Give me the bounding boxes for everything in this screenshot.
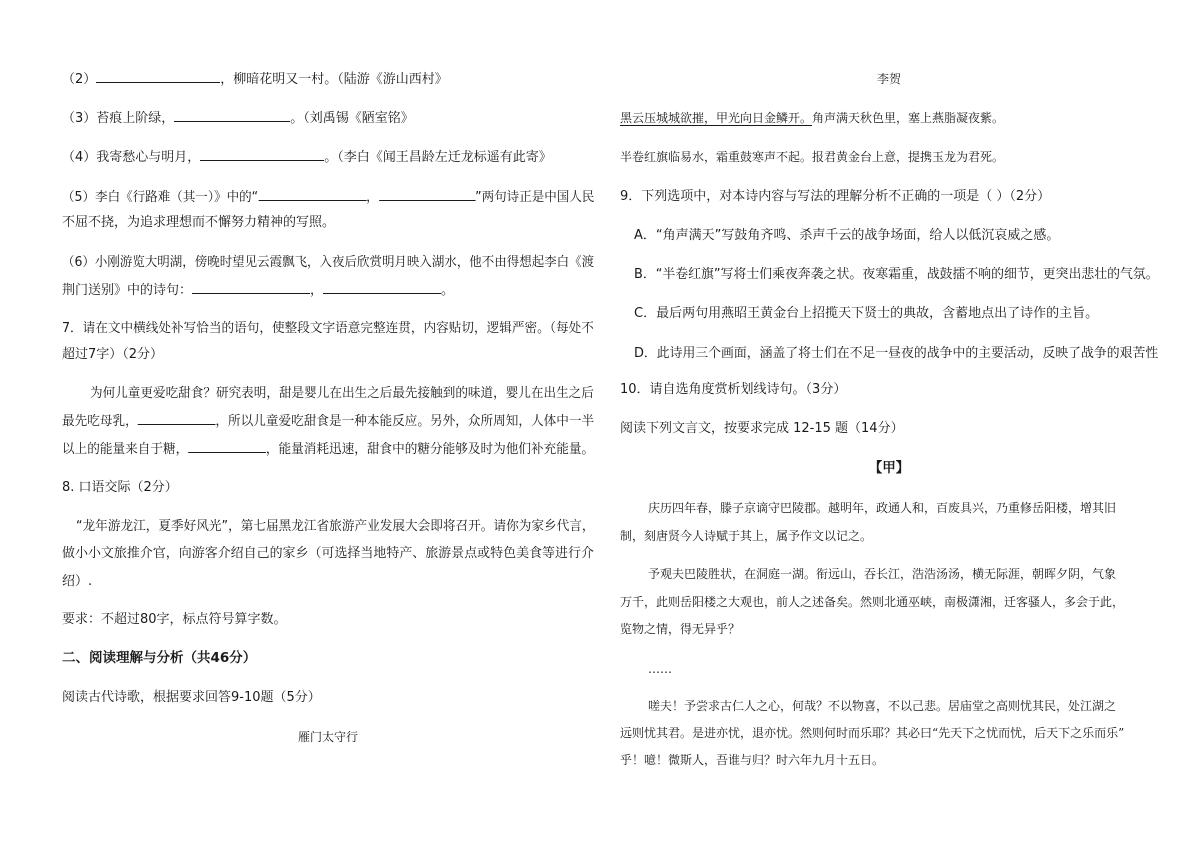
- answer-blank[interactable]: [138, 412, 216, 425]
- poem-author: 李贺: [876, 72, 901, 86]
- passage-line: 以上的能量来自于糖， ，能量消耗迅速，甜食中的糖分能够及时为他们补充能量。: [62, 442, 595, 457]
- ellipsis: ……: [648, 662, 672, 676]
- fill-blank-2: （2） ，柳暗花明又一村。（陆游《游山西村》: [62, 72, 448, 87]
- answer-blank[interactable]: [258, 188, 366, 201]
- option-b: B．“半卷红旗”写将士们乘夜奔袭之状。夜寒霜重，战鼓擂不响的细节，更突出悲壮的气氛。: [634, 267, 1159, 282]
- question-10: 10．请自选角度赏析划线诗句。（3分）: [620, 382, 847, 397]
- requirement: 要求：不超过80字，标点符号算字数。: [62, 612, 287, 627]
- passage-line: 为何儿童更爱吃甜食？研究表明，甜是婴儿在出生之后最先接触到的味道，婴儿在出生之后: [90, 386, 594, 401]
- answer-blank[interactable]: [96, 70, 220, 83]
- passage-line: 做小小文旅推介官，向游客介绍自己的家乡（可选择当地特产、旅游景点或特色美食等进行介: [62, 546, 594, 561]
- passage-line: 最先吃母乳， ，所以儿童爱吃甜食是一种本能反应。另外，众所周知，人体中一半: [62, 414, 595, 429]
- question-7: 7．请在文中横线处补写恰当的语句，使整段文字语意完整连贯，内容贴切，逻辑严密。（每处不: [62, 321, 594, 336]
- classical-line: 乎！噫！微斯人，吾谁与归？时六年九月十五日。: [620, 753, 885, 767]
- classical-line: 远则忧其君。是进亦忧，退亦忧。然则何时而乐耶？其必曰“先天下之忧而忧，后天下之乐而乐”: [620, 726, 1125, 740]
- classical-line: 制，刻唐贤今人诗赋于其上，属予作文以记之。: [620, 529, 873, 543]
- passage-line: “龙年游龙江，夏季好风光”，第七届黑龙江省旅游产业发展大会即将召开。请你为家乡代言，: [76, 519, 595, 534]
- poem-intro: 阅读古代诗歌，根据要求回答9-10题（5分）: [62, 690, 321, 705]
- fill-blank-6: 荆门送别》中的诗句： ， 。: [62, 283, 455, 298]
- answer-blank[interactable]: [174, 109, 290, 122]
- answer-blank[interactable]: [200, 148, 324, 161]
- section-heading: 二、阅读理解与分析（共46分）: [62, 650, 257, 666]
- classical-line: 庆历四年春，滕子京谪守巴陵郡。越明年，政通人和，百废具兴，乃重修岳阳楼，增其旧: [648, 501, 1117, 515]
- answer-blank[interactable]: [192, 281, 310, 294]
- classical-intro: 阅读下列文言文，按要求完成 12-15 题（14分）: [620, 421, 904, 436]
- question-9: 9．下列选项中，对本诗内容与写法的理解分析不正确的一项是（ ）（2分）: [620, 189, 1051, 204]
- passage-label: 【甲】: [868, 460, 910, 476]
- option-c: C．最后两句用燕昭王黄金台上招揽天下贤士的典故，含蓄地点出了诗作的主旨。: [634, 306, 1099, 321]
- answer-blank[interactable]: [323, 281, 441, 294]
- classical-line: 嗟夫！予尝求古仁人之心，何哉？不以物喜，不以己悲。居庙堂之高则忧其民，处江湖之: [648, 699, 1117, 713]
- option-a: A．“角声满天”写鼓角齐鸣、杀声千云的战争场面，给人以低沉哀威之感。: [634, 228, 1060, 243]
- classical-line: 予观夫巴陵胜状，在洞庭一湖。衔远山，吞长江，浩浩汤汤，横无际涯，朝晖夕阴，气象: [648, 567, 1117, 581]
- answer-blank[interactable]: [379, 188, 475, 201]
- answer-blank[interactable]: [188, 440, 266, 453]
- classical-line: 览物之情，得无异乎？: [620, 622, 741, 636]
- classical-line: 万千，此则岳阳楼之大观也，前人之述备矣。然则北通巫峡，南极潇湘，迁客骚人，多会于此，: [620, 595, 1125, 609]
- underlined-verse: 黑云压城城欲摧，甲光向日金鳞开。: [620, 111, 813, 125]
- fill-blank-4: （4）我寄愁心与明月， 。（李白《闻王昌龄左迁龙标遥有此寄》: [62, 150, 552, 165]
- text-line: 不屈不挠，为追求理想而不懈努力精神的写照。: [62, 215, 336, 230]
- poem-line-1: 黑云压城城欲摧，甲光向日金鳞开。角声满天秋色里，塞上燕脂凝夜紫。: [620, 111, 1005, 125]
- poem-line-2: 半卷红旗临易水，霜重鼓寒声不起。报君黄金台上意，提携玉龙为君死。: [620, 150, 1005, 164]
- fill-blank-3: （3）苔痕上阶绿， 。（刘禹锡《陋室铭》: [62, 111, 414, 126]
- question-7-score: 超过7字）（2分）: [62, 347, 164, 362]
- option-d: D．此诗用三个画面，涵盖了将士们在不足一昼夜的战争中的主要活动，反映了战争的艰苦性: [634, 346, 1159, 361]
- text-line: （6）小刚游览大明湖，傍晚时望见云霞飘飞，入夜后欣赏明月映入湖水，他不由得想起李白《渡: [62, 255, 595, 270]
- fill-blank-5: （5）李白《行路难（其一）》中的“ ， ”两句诗正是中国人民: [62, 190, 595, 205]
- passage-line: 绍）.: [62, 574, 93, 589]
- question-8: 8. 口语交际（2分）: [62, 480, 178, 495]
- poem-title: 雁门太守行: [297, 730, 358, 744]
